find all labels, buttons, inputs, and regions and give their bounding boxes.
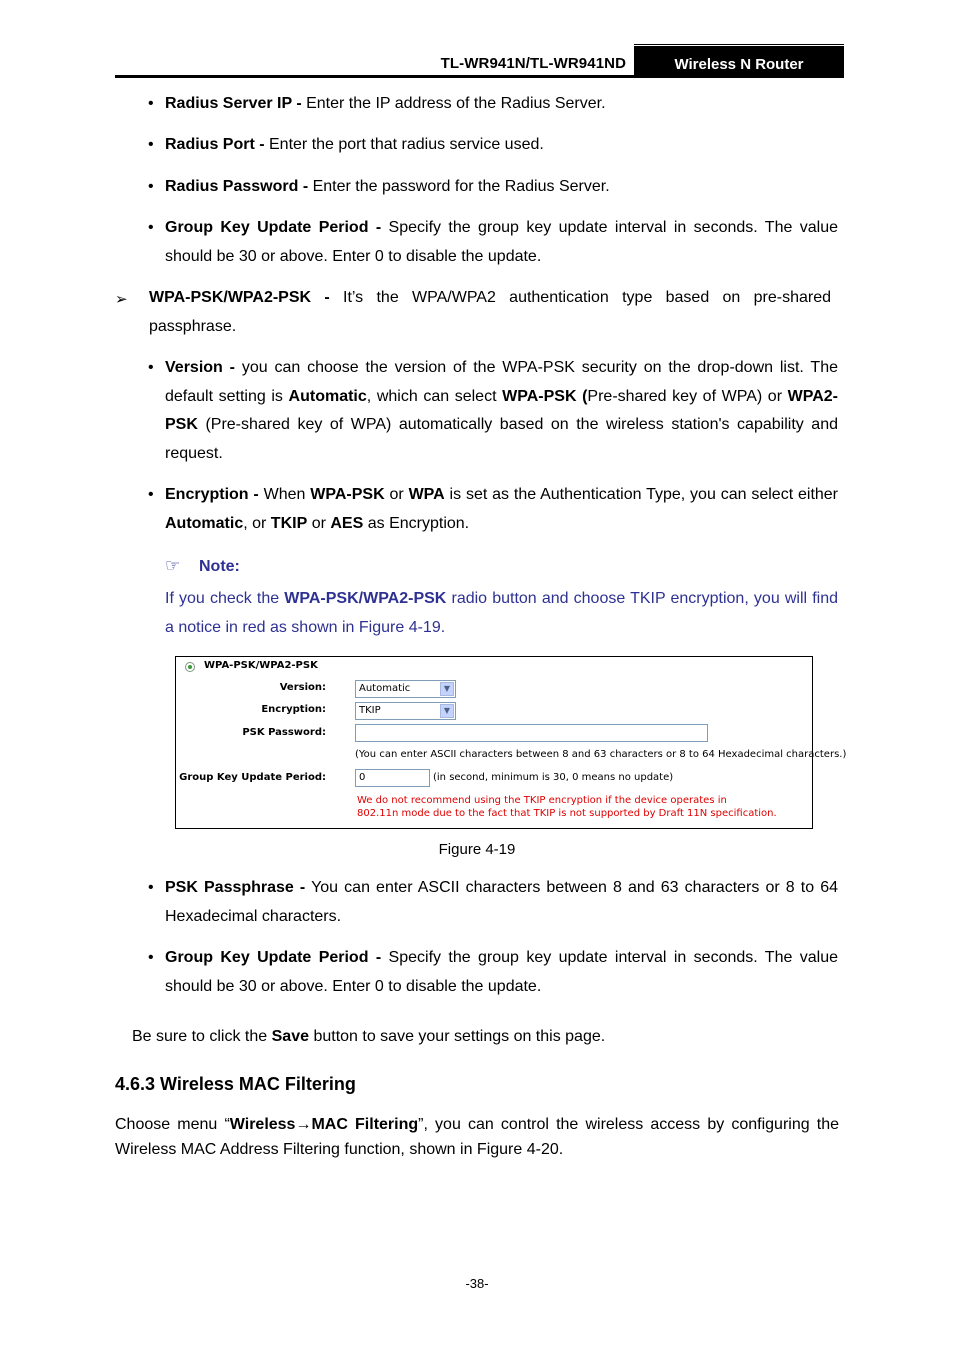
bullet: • xyxy=(148,879,154,896)
section-wpa-psk: WPA-PSK/WPA2-PSK - It’s the WPA/WPA2 authentication type based on pre-shared passphrase. xyxy=(149,289,831,335)
header-model: TL-WR941N/TL-WR941ND xyxy=(440,55,626,72)
header-rule xyxy=(115,75,844,78)
bullet: • xyxy=(148,359,154,376)
list-item-psk-passphrase: PSK Passphrase - You can enter ASCII characters between 8 and 63 characters or 8 to 64 Hexadecimal characters. xyxy=(165,879,839,925)
list-item-group-key-update: Group Key Update Period - Specify the group key update interval in seconds. The value should be 30 or above. Enter 0 to disable the update. xyxy=(165,219,838,265)
chevron-down-icon: ▼ xyxy=(440,682,454,696)
chevron-down-icon: ▼ xyxy=(440,704,454,718)
encryption-label: Encryption: xyxy=(261,704,326,715)
pointing-hand-icon: ☞ xyxy=(165,556,181,575)
list-item-radius-password: Radius Password - Enter the password for the Radius Server. xyxy=(165,178,610,195)
figure-title: WPA-PSK/WPA2-PSK xyxy=(204,660,318,671)
radio-wpa-psk[interactable] xyxy=(185,662,195,672)
figure-wpa-psk-settings xyxy=(175,656,847,829)
tkip-warning-line-2: 802.11n mode due to the fact that TKIP is not supported by Draft 11N specification. xyxy=(357,808,777,819)
section-heading: 4.6.3 Wireless MAC Filtering xyxy=(115,1074,356,1094)
page-number: -38- xyxy=(465,1276,489,1291)
header-top-line xyxy=(634,44,844,45)
encryption-select[interactable]: TKIP ▼ xyxy=(355,702,456,720)
group-key-hint: (in second, minimum is 30, 0 means no update) xyxy=(433,772,674,783)
bullet: • xyxy=(148,949,154,966)
list-item-version: Version - you can choose the version of the WPA-PSK security on the drop-down list. The default setting is Automatic, which can select WPA-PSK (Pre-shared key of WPA) or WPA2-PSK (Pre-shared key of WPA) automatically based on the wireless station's capability and request. xyxy=(165,359,839,462)
figure-link[interactable]: Figure 4-19 xyxy=(358,618,441,636)
list-item-radius-server-ip: Radius Server IP - Enter the IP address of the Radius Server. xyxy=(165,95,606,112)
note-title: ☞ Note: xyxy=(165,556,240,575)
list-item-radius-port: Radius Port - Enter the port that radius service used. xyxy=(165,136,544,153)
bullet: • xyxy=(148,486,154,503)
mac-filtering-paragraph: Choose menu “Wireless→MAC Filtering”, you can control the wireless access by configuring the Wireless MAC Address Filtering function, shown in Figure 4-20. xyxy=(115,1116,840,1158)
figure-link[interactable]: Figure 4-20 xyxy=(476,1141,559,1158)
note-text: If you check the WPA-PSK/WPA2-PSK radio button and choose TKIP encryption, you will find a notice in red as shown in Figure 4-19. xyxy=(165,590,839,636)
psk-password-input[interactable] xyxy=(355,724,708,742)
bullet: • xyxy=(148,95,154,112)
save-note: Be sure to click the Save button to save your settings on this page. xyxy=(132,1028,606,1045)
arrow-bullet-icon: ➢ xyxy=(115,291,128,308)
group-key-update-label: Group Key Update Period: xyxy=(179,772,326,783)
version-select[interactable]: Automatic ▼ xyxy=(355,680,456,698)
group-key-update-input[interactable]: 0 xyxy=(355,769,430,787)
list-item-group-key-update-2: Group Key Update Period - Specify the group key update interval in seconds. The value should be 30 or above. Enter 0 to disable the update. xyxy=(165,949,838,995)
bullet: • xyxy=(148,219,154,236)
psk-password-label: PSK Password: xyxy=(242,727,326,738)
list-item-encryption: Encryption - When WPA-PSK or WPA is set as the Authentication Type, you can select either Automatic, or TKIP or AES as Encryption. xyxy=(165,486,839,532)
tkip-warning-line-1: We do not recommend using the TKIP encryption if the device operates in xyxy=(357,795,727,806)
figure-caption: Figure 4-19 xyxy=(438,841,516,858)
bullet: • xyxy=(148,178,154,195)
version-label: Version: xyxy=(279,682,326,693)
bullet: • xyxy=(148,136,154,153)
header-product: Wireless N Router xyxy=(634,46,844,77)
psk-hint: (You can enter ASCII characters between 8 and 63 characters or 8 to 64 Hexadecimal characters.) xyxy=(355,749,847,760)
